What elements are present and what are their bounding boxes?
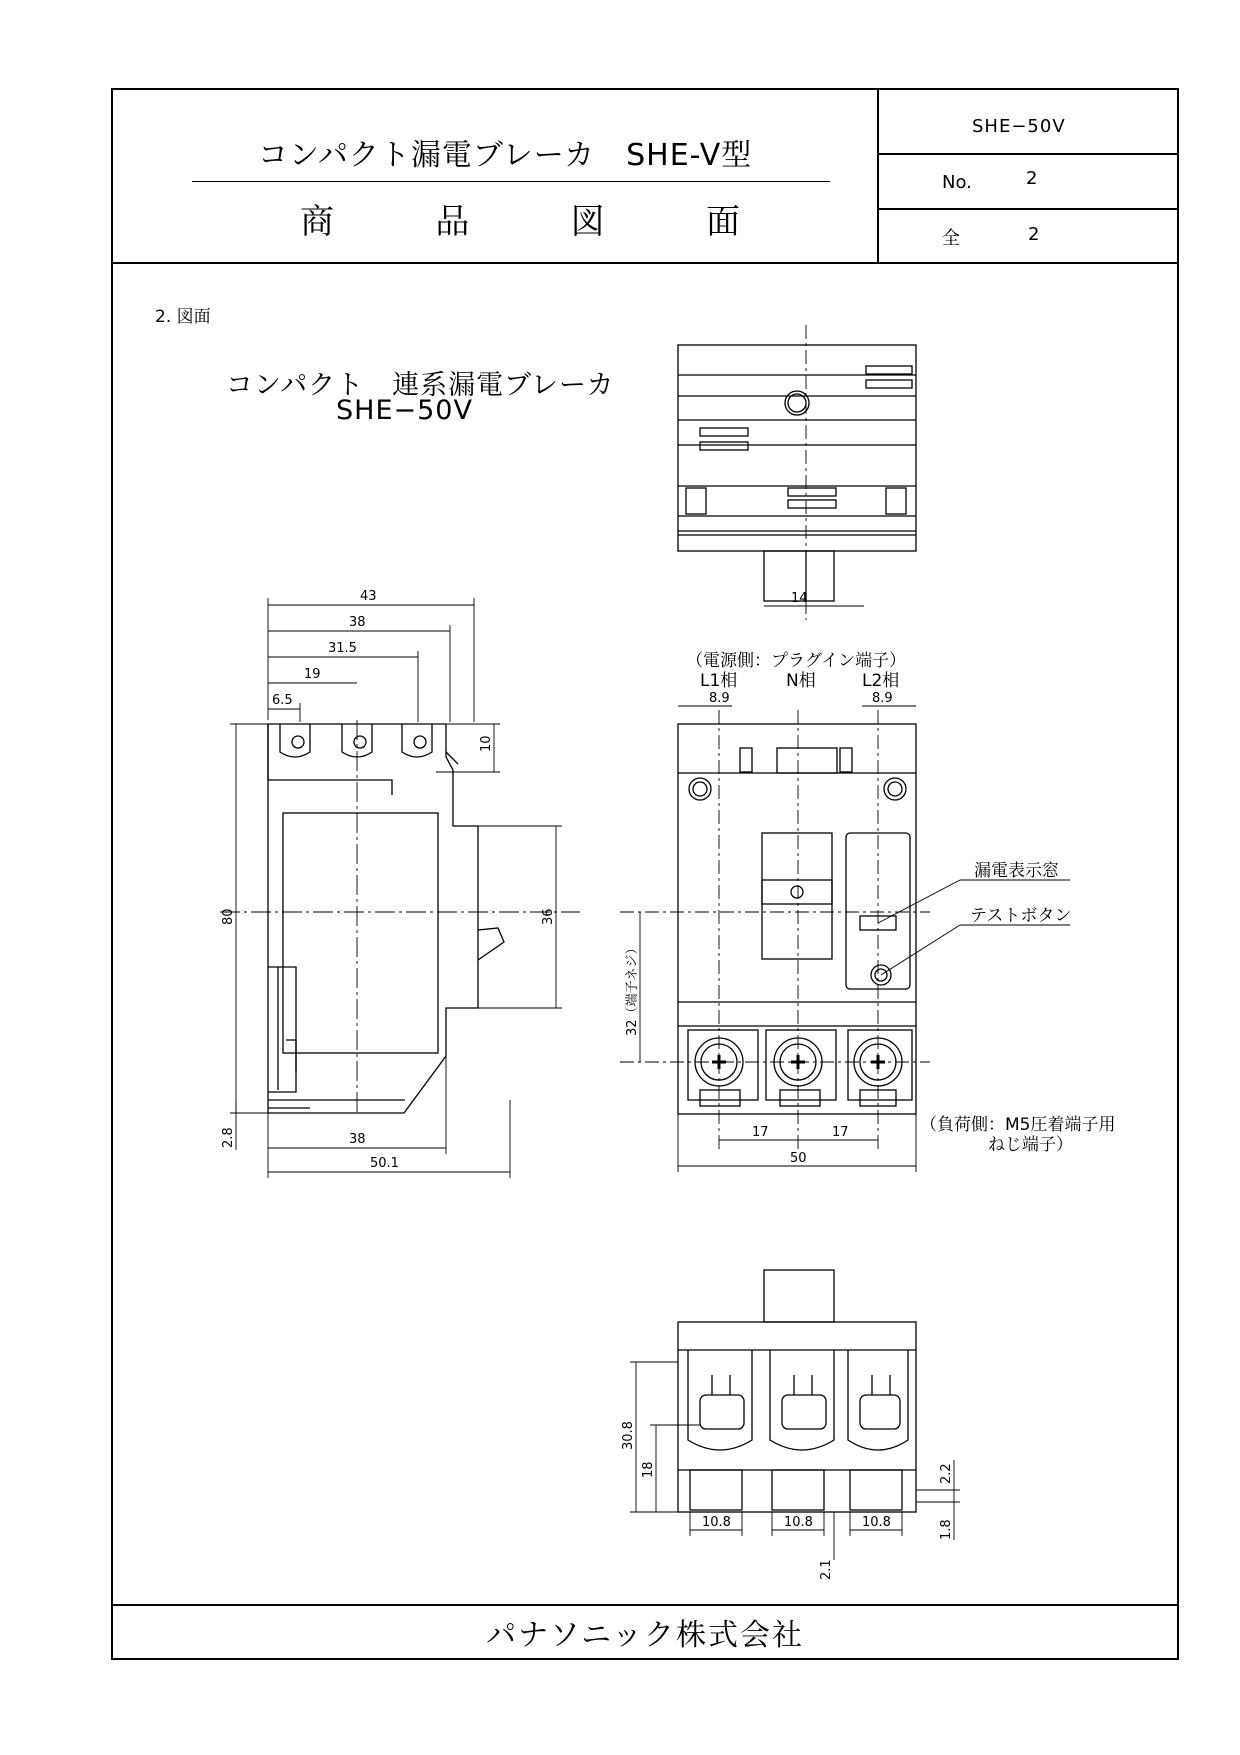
dim-19: 19: [304, 667, 321, 682]
subtitle-char: 品: [435, 202, 470, 242]
no-value: 2: [1026, 168, 1038, 189]
section-label: 2. 図面: [155, 307, 211, 327]
dim-31-5: 31.5: [328, 641, 357, 656]
dim-2-8: 2.8: [221, 1127, 236, 1148]
load-side-label-1: （負荷側：M5圧着端子用: [920, 1115, 1116, 1135]
total-label: 全: [942, 228, 960, 249]
dim-10-8-b: 10.8: [784, 1515, 813, 1530]
dim-2-1: 2.1: [819, 1559, 834, 1580]
test-button-label: テストボタン: [970, 906, 1072, 926]
dim-43: 43: [360, 589, 377, 604]
dim-32-terminal-screw: 32（端子ネジ）: [625, 941, 640, 1036]
total-value: 2: [1028, 224, 1040, 245]
dim-18: 18: [641, 1461, 656, 1478]
company-name: パナソニック株式会社: [486, 1618, 804, 1653]
dim-38-top: 38: [349, 615, 366, 630]
dim-30-8: 30.8: [621, 1421, 636, 1450]
dim-50-1: 50.1: [370, 1156, 399, 1171]
subtitle-char: 面: [705, 202, 740, 242]
subtitle-char: 図: [570, 202, 605, 242]
dim-14: 14: [791, 591, 808, 606]
dim-38-bottom: 38: [349, 1132, 366, 1147]
subtitle-char: 商: [300, 202, 334, 242]
dim-10-8-c: 10.8: [862, 1515, 891, 1530]
front-view: [620, 706, 1070, 1172]
dim-8-9-left: 8.9: [709, 691, 730, 706]
phase-l1: L1相: [700, 671, 738, 691]
dim-17-left: 17: [752, 1125, 769, 1140]
leak-indicator-window-label: 漏電表示窓: [974, 861, 1059, 881]
load-side-label-2: ねじ端子）: [988, 1135, 1073, 1155]
dim-2-2: 2.2: [939, 1463, 954, 1484]
dim-8-9-right: 8.9: [872, 691, 893, 706]
dim-10: 10: [479, 735, 494, 752]
product-model: SHE−50V: [336, 395, 473, 426]
side-view: [220, 598, 580, 1178]
dim-6-5: 6.5: [272, 693, 293, 708]
document-title: コンパクト漏電ブレーカ SHE-V型: [258, 138, 753, 173]
phase-n: N相: [786, 671, 816, 691]
model-cell: SHE−50V: [972, 116, 1066, 137]
top-view: [678, 325, 916, 620]
dim-1-8: 1.8: [939, 1519, 954, 1540]
dim-17-right: 17: [832, 1125, 849, 1140]
dim-80: 80: [221, 908, 236, 925]
dim-36: 36: [541, 908, 556, 925]
dim-50: 50: [790, 1151, 807, 1166]
product-name: コンパクト 連系漏電ブレーカ: [226, 370, 615, 401]
no-label: No.: [942, 172, 972, 193]
dim-10-8-a: 10.8: [702, 1515, 731, 1530]
source-side-label: （電源側：プラグイン端子）: [686, 651, 907, 671]
phase-l2: L2相: [862, 671, 900, 691]
